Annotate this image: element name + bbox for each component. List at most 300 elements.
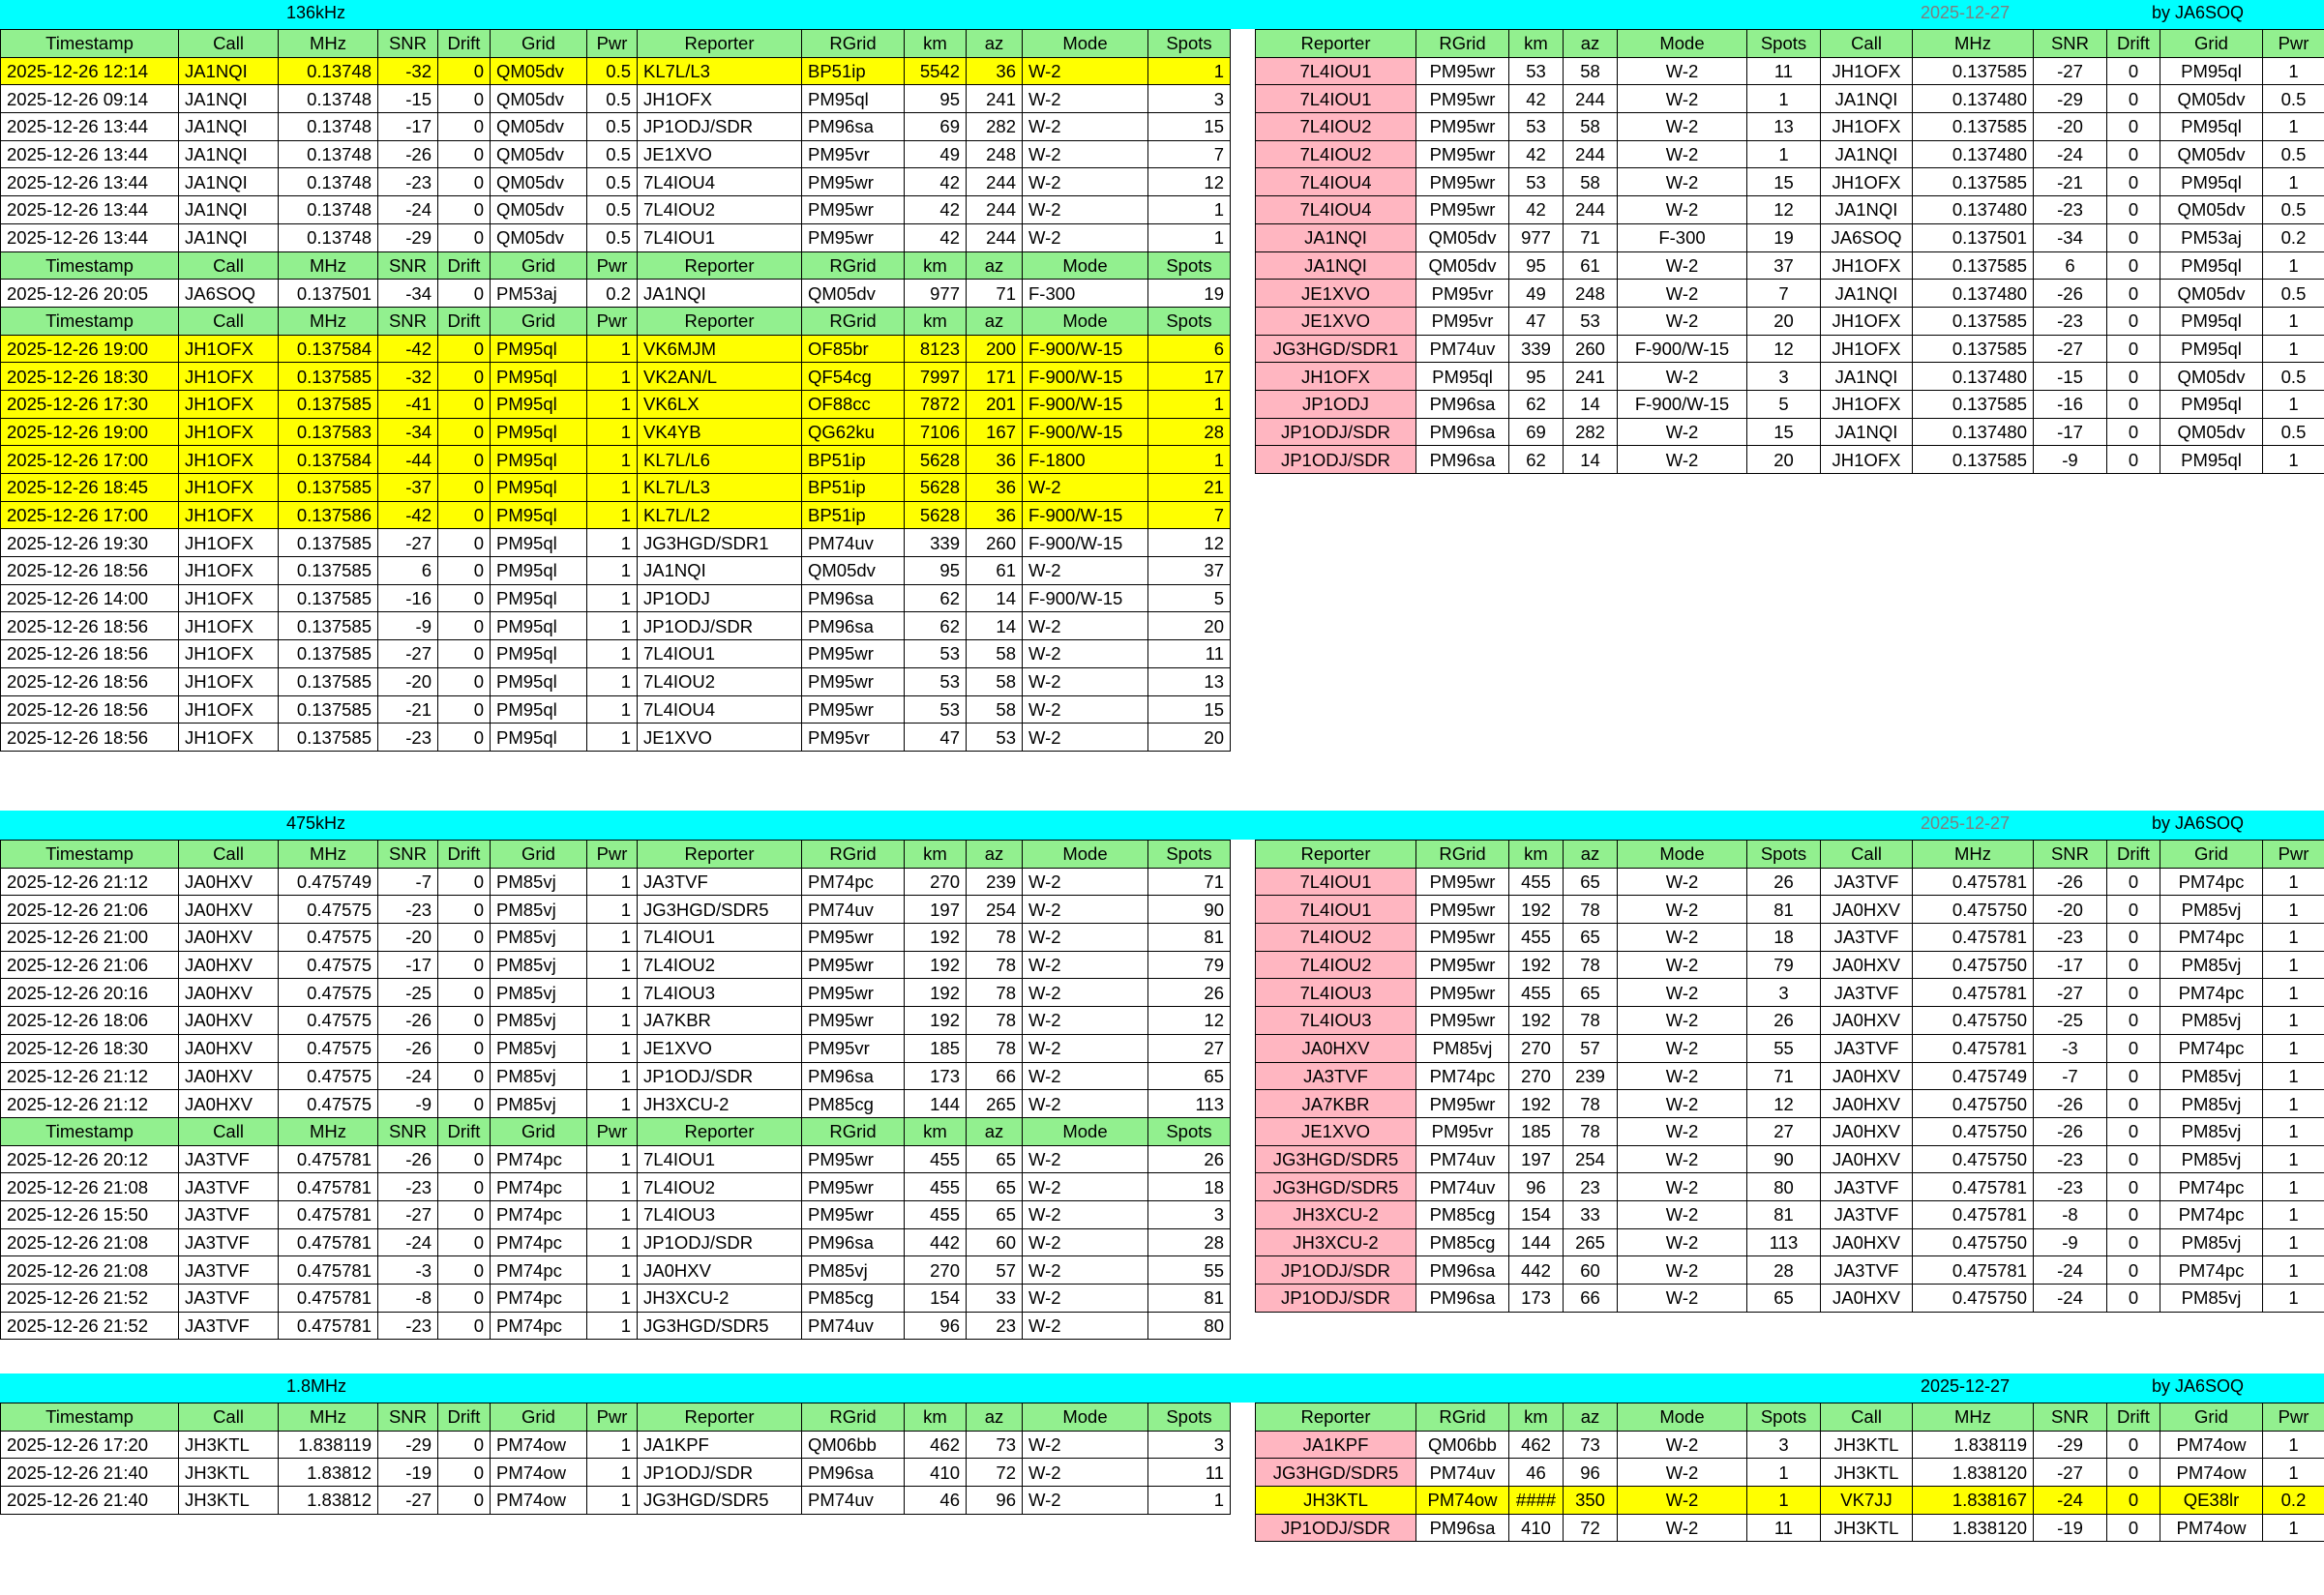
- table-cell: 0.475781: [1913, 1173, 2034, 1201]
- column-header: Timestamp: [1, 251, 179, 280]
- table-cell: JH3KTL: [179, 1431, 279, 1459]
- table-cell: PM85vj: [491, 1034, 587, 1062]
- table-cell: 0: [2107, 57, 2160, 85]
- table-cell: JH1OFX: [179, 584, 279, 612]
- table-cell: F-900/W-15: [1023, 501, 1148, 529]
- table-row: [1, 1256, 1231, 1285]
- table-cell: 2025-12-26 20:16: [1, 979, 179, 1007]
- column-header: Drift: [2107, 1403, 2160, 1432]
- table-cell: 0.137480: [1913, 418, 2034, 446]
- table-cell: W-2: [1618, 1285, 1747, 1313]
- table-cell: JA3TVF: [1821, 1173, 1913, 1201]
- table-cell: W-2: [1023, 1459, 1148, 1487]
- column-header: km: [1509, 841, 1564, 869]
- table-cell: 0.475750: [1913, 1007, 2034, 1035]
- table-cell: 0: [438, 335, 491, 363]
- table-cell: 0.137585: [279, 612, 378, 640]
- column-header: Drift: [438, 251, 491, 280]
- column-header: Drift: [438, 841, 491, 869]
- table-cell: 0.137585: [279, 529, 378, 557]
- table-cell: 0: [2107, 1285, 2160, 1313]
- table-cell: 58: [1564, 168, 1618, 196]
- table-cell: JA0HXV: [1821, 951, 1913, 979]
- table-cell: 977: [905, 280, 967, 308]
- table-cell: 1.83812: [279, 1487, 378, 1515]
- header-row: [1256, 30, 2324, 58]
- table-cell: QM05dv: [802, 557, 905, 585]
- table-cell: JA0HXV: [1821, 896, 1913, 924]
- table-cell: 0: [438, 85, 491, 113]
- column-header: SNR: [378, 307, 438, 335]
- table-cell: 5628: [905, 474, 967, 502]
- column-header: Reporter: [1256, 30, 1416, 58]
- column-header: Spots: [1747, 841, 1821, 869]
- table-cell: -27: [378, 1487, 438, 1515]
- table-cell: 0.5: [587, 196, 638, 224]
- table-cell: 15: [1747, 418, 1821, 446]
- table-cell: JH3KTL: [1821, 1459, 1913, 1487]
- table-cell: JP1ODJ/SDR: [1256, 1285, 1416, 1313]
- table-cell: 339: [905, 529, 967, 557]
- column-header: Call: [179, 307, 279, 335]
- table-row: [1, 529, 1231, 557]
- table-row: [1, 1431, 1231, 1459]
- table-cell: 0: [2107, 1487, 2160, 1515]
- table-cell: PM95ql: [2160, 390, 2263, 418]
- spots-table-1-8mhz: [0, 1403, 1231, 1515]
- table-cell: F-900/W-15: [1023, 418, 1148, 446]
- table-cell: 26: [1148, 1145, 1231, 1173]
- table-cell: 0.137585: [279, 363, 378, 391]
- table-cell: 79: [1747, 951, 1821, 979]
- table-cell: 0.13748: [279, 113, 378, 141]
- header-row: [1, 841, 1231, 869]
- table-cell: 0.47575: [279, 896, 378, 924]
- table-cell: 1: [2263, 57, 2324, 85]
- table-cell: KL7L/L3: [638, 474, 802, 502]
- table-cell: F-900/W-15: [1023, 335, 1148, 363]
- table-cell: 58: [1564, 113, 1618, 141]
- band-bar-1-8mhz: [0, 1373, 2324, 1403]
- table-cell: 0.475781: [279, 1256, 378, 1285]
- table-cell: PM95ql: [491, 474, 587, 502]
- table-cell: 1: [587, 1034, 638, 1062]
- table-cell: 241: [967, 85, 1023, 113]
- table-row: [1256, 418, 2324, 446]
- table-cell: 0: [2107, 335, 2160, 363]
- table-cell: VK4YB: [638, 418, 802, 446]
- table-cell: -7: [378, 868, 438, 896]
- column-header: Pwr: [2263, 841, 2324, 869]
- table-cell: 2025-12-26 18:06: [1, 1007, 179, 1035]
- table-cell: JP1ODJ/SDR: [638, 1062, 802, 1090]
- table-cell: JG3HGD/SDR5: [1256, 1459, 1416, 1487]
- table-cell: -26: [378, 1145, 438, 1173]
- table-cell: JH1OFX: [1821, 168, 1913, 196]
- table-cell: 1: [2263, 1007, 2324, 1035]
- table-cell: 1: [1747, 1487, 1821, 1515]
- table-cell: 0.5: [2263, 140, 2324, 168]
- table-cell: JH3XCU-2: [638, 1090, 802, 1118]
- table-cell: OF85br: [802, 335, 905, 363]
- table-cell: -19: [2034, 1514, 2107, 1542]
- table-cell: 2025-12-26 18:56: [1, 695, 179, 724]
- column-header: MHz: [279, 841, 378, 869]
- table-cell: QM05dv: [2160, 196, 2263, 224]
- table-cell: JA1NQI: [1821, 196, 1913, 224]
- column-header: Reporter: [638, 307, 802, 335]
- column-header: Reporter: [638, 251, 802, 280]
- column-header: MHz: [1913, 841, 2034, 869]
- table-cell: 3: [1747, 1431, 1821, 1459]
- table-cell: 0.2: [2263, 223, 2324, 251]
- table-cell: BP51ip: [802, 474, 905, 502]
- table-cell: PM95wr: [802, 196, 905, 224]
- table-row: [1256, 951, 2324, 979]
- table-cell: 13: [1747, 113, 1821, 141]
- table-cell: PM95ql: [491, 557, 587, 585]
- table-cell: PM74uv: [1416, 335, 1509, 363]
- table-cell: PM85vj: [491, 951, 587, 979]
- column-header: km: [905, 251, 967, 280]
- table-cell: 0.5: [587, 223, 638, 251]
- table-cell: 1: [2263, 1145, 2324, 1173]
- table-row: [1, 868, 1231, 896]
- table-cell: PM95ql: [2160, 113, 2263, 141]
- table-cell: 7L4IOU4: [638, 168, 802, 196]
- table-cell: 0: [438, 640, 491, 668]
- table-cell: 0.475781: [279, 1285, 378, 1313]
- table-cell: W-2: [1618, 1459, 1747, 1487]
- table-cell: JG3HGD/SDR5: [1256, 1173, 1416, 1201]
- table-cell: 113: [1148, 1090, 1231, 1118]
- table-cell: 0: [2107, 446, 2160, 474]
- table-cell: 0.13748: [279, 85, 378, 113]
- table-cell: 1: [2263, 1228, 2324, 1256]
- table-cell: PM95wr: [1416, 196, 1509, 224]
- table-cell: 0.5: [2263, 196, 2324, 224]
- table-cell: 0: [438, 724, 491, 752]
- table-cell: 21: [1148, 474, 1231, 502]
- table-cell: W-2: [1023, 557, 1148, 585]
- table-cell: PM74pc: [491, 1285, 587, 1313]
- table-cell: PM85cg: [1416, 1228, 1509, 1256]
- table-cell: -20: [2034, 896, 2107, 924]
- table-cell: 15: [1747, 168, 1821, 196]
- table-row: [1256, 307, 2324, 335]
- table-cell: W-2: [1618, 1062, 1747, 1090]
- table-cell: 0.137480: [1913, 140, 2034, 168]
- table-cell: F-900/W-15: [1023, 363, 1148, 391]
- table-cell: 65: [1564, 868, 1618, 896]
- table-cell: 0.137585: [279, 640, 378, 668]
- table-row: [1, 85, 1231, 113]
- table-cell: QE38lr: [2160, 1487, 2263, 1515]
- table-cell: 0: [438, 57, 491, 85]
- table-cell: JE1XVO: [1256, 280, 1416, 308]
- table-cell: 1: [587, 390, 638, 418]
- table-cell: 462: [905, 1431, 967, 1459]
- table-row: [1256, 1431, 2324, 1459]
- table-cell: W-2: [1023, 196, 1148, 224]
- table-cell: JP1ODJ/SDR: [1256, 1256, 1416, 1285]
- table-cell: 1: [2263, 1173, 2324, 1201]
- table-cell: JA0HXV: [179, 1007, 279, 1035]
- table-cell: 1: [587, 1062, 638, 1090]
- table-row: [1256, 1285, 2324, 1313]
- table-cell: PM85vj: [2160, 1285, 2263, 1313]
- table-cell: JE1XVO: [638, 140, 802, 168]
- column-header: Grid: [2160, 841, 2263, 869]
- table-cell: PM74uv: [802, 896, 905, 924]
- table-cell: 7L4IOU4: [638, 695, 802, 724]
- table-cell: 7L4IOU3: [1256, 979, 1416, 1007]
- table-cell: JA1NQI: [179, 57, 279, 85]
- table-cell: 62: [905, 584, 967, 612]
- table-cell: 0: [438, 1200, 491, 1228]
- table-cell: -23: [378, 896, 438, 924]
- table-cell: JG3HGD/SDR1: [638, 529, 802, 557]
- table-cell: PM85vj: [1416, 1034, 1509, 1062]
- table-row: [1, 363, 1231, 391]
- table-cell: 42: [1509, 196, 1564, 224]
- table-cell: 28: [1148, 1228, 1231, 1256]
- table-cell: 0.47575: [279, 1090, 378, 1118]
- table-cell: JA3TVF: [179, 1145, 279, 1173]
- table-cell: JA1NQI: [638, 280, 802, 308]
- table-cell: 0.47575: [279, 924, 378, 952]
- column-header: SNR: [2034, 1403, 2107, 1432]
- table-cell: 0: [2107, 168, 2160, 196]
- table-cell: JA0HXV: [179, 868, 279, 896]
- table-cell: 2025-12-26 21:40: [1, 1459, 179, 1487]
- table-cell: JA1NQI: [179, 85, 279, 113]
- table-cell: 26: [1747, 1007, 1821, 1035]
- column-header: Grid: [491, 30, 587, 58]
- table-row: [1, 924, 1231, 952]
- table-cell: PM74pc: [2160, 979, 2263, 1007]
- table-cell: JA0HXV: [179, 896, 279, 924]
- table-cell: PM53aj: [2160, 223, 2263, 251]
- table-cell: 0.137585: [1913, 57, 2034, 85]
- table-cell: 0: [438, 1173, 491, 1201]
- column-header: SNR: [378, 251, 438, 280]
- table-cell: 0: [438, 868, 491, 896]
- table-cell: -8: [378, 1285, 438, 1313]
- column-header: MHz: [279, 30, 378, 58]
- table-cell: 0.137583: [279, 418, 378, 446]
- table-cell: 0.475750: [1913, 1228, 2034, 1256]
- table-cell: PM95wr: [802, 924, 905, 952]
- table-cell: 1: [587, 1487, 638, 1515]
- table-cell: PM95ql: [2160, 168, 2263, 196]
- column-header: az: [1564, 1403, 1618, 1432]
- table-cell: 192: [905, 951, 967, 979]
- table-cell: W-2: [1023, 1062, 1148, 1090]
- table-cell: 1: [2263, 868, 2324, 896]
- table-cell: -25: [2034, 1007, 2107, 1035]
- table-cell: 1: [587, 529, 638, 557]
- table-cell: 95: [1509, 363, 1564, 391]
- table-cell: 1: [2263, 335, 2324, 363]
- table-cell: 58: [967, 640, 1023, 668]
- table-cell: PM95ql: [491, 695, 587, 724]
- table-cell: 455: [1509, 924, 1564, 952]
- table-cell: KL7L/L3: [638, 57, 802, 85]
- table-cell: PM95wr: [802, 1173, 905, 1201]
- table-cell: 8123: [905, 335, 967, 363]
- table-cell: F-1800: [1023, 446, 1148, 474]
- table-cell: 7L4IOU1: [1256, 57, 1416, 85]
- table-cell: 2025-12-26 18:56: [1, 640, 179, 668]
- table-cell: 62: [1509, 446, 1564, 474]
- table-cell: 1.83812: [279, 1459, 378, 1487]
- column-header: SNR: [378, 1117, 438, 1145]
- table-cell: 270: [1509, 1062, 1564, 1090]
- table-row: [1256, 1062, 2324, 1090]
- table-cell: 7L4IOU1: [1256, 868, 1416, 896]
- table-cell: 254: [1564, 1145, 1618, 1173]
- column-header: km: [905, 841, 967, 869]
- table-cell: 7L4IOU2: [638, 951, 802, 979]
- table-cell: JP1ODJ: [1256, 390, 1416, 418]
- table-cell: 78: [1564, 1117, 1618, 1145]
- table-cell: 154: [905, 1285, 967, 1313]
- table-cell: 11: [1148, 1459, 1231, 1487]
- table-cell: -41: [378, 390, 438, 418]
- table-cell: JH3KTL: [179, 1487, 279, 1515]
- table-cell: 0.137585: [279, 557, 378, 585]
- table-cell: JH1OFX: [179, 446, 279, 474]
- table-cell: 1: [587, 1312, 638, 1340]
- column-header: Pwr: [587, 1117, 638, 1145]
- table-cell: JH1OFX: [179, 640, 279, 668]
- column-header: Grid: [491, 251, 587, 280]
- table-cell: JH1OFX: [179, 612, 279, 640]
- table-cell: 27: [1148, 1034, 1231, 1062]
- table-cell: JE1XVO: [638, 1034, 802, 1062]
- table-row: [1256, 113, 2324, 141]
- table-cell: 2025-12-26 18:56: [1, 612, 179, 640]
- table-cell: 1: [587, 1459, 638, 1487]
- table-cell: 57: [967, 1256, 1023, 1285]
- table-cell: JH1OFX: [179, 363, 279, 391]
- table-cell: 7L4IOU1: [638, 924, 802, 952]
- table-cell: W-2: [1618, 924, 1747, 952]
- table-cell: JA7KBR: [1256, 1090, 1416, 1118]
- table-cell: 7L4IOU3: [1256, 1007, 1416, 1035]
- table-cell: W-2: [1618, 1200, 1747, 1228]
- table-cell: 1: [2263, 390, 2324, 418]
- table-cell: 81: [1747, 1200, 1821, 1228]
- table-row: [1256, 1514, 2324, 1542]
- table-cell: 1: [587, 1200, 638, 1228]
- column-header: Mode: [1618, 841, 1747, 869]
- table-cell: 3: [1148, 1431, 1231, 1459]
- table-cell: JH3KTL: [1821, 1514, 1913, 1542]
- table-cell: 410: [905, 1459, 967, 1487]
- table-cell: PM74ow: [491, 1487, 587, 1515]
- table-cell: 0.137585: [1913, 335, 2034, 363]
- table-cell: 53: [967, 724, 1023, 752]
- table-cell: PM85vj: [2160, 1228, 2263, 1256]
- date-label: 2025-12-27: [1921, 3, 2011, 22]
- table-cell: 1.838120: [1913, 1514, 2034, 1542]
- table-cell: 1: [587, 924, 638, 952]
- table-cell: -20: [378, 667, 438, 695]
- table-cell: 192: [905, 924, 967, 952]
- table-cell: 90: [1148, 896, 1231, 924]
- table-cell: 0: [2107, 1228, 2160, 1256]
- table-cell: PM95ql: [491, 418, 587, 446]
- table-cell: PM95ql: [491, 584, 587, 612]
- table-cell: 61: [967, 557, 1023, 585]
- table-cell: 12: [1747, 196, 1821, 224]
- table-cell: -16: [2034, 390, 2107, 418]
- table-cell: PM95ql: [491, 390, 587, 418]
- table-cell: 96: [1564, 1459, 1618, 1487]
- by-label: by JA6SOQ: [2152, 1376, 2245, 1396]
- table-cell: 33: [1564, 1200, 1618, 1228]
- table-cell: JA0HXV: [1821, 1145, 1913, 1173]
- table-cell: W-2: [1618, 1228, 1747, 1256]
- table-cell: QM05dv: [2160, 140, 2263, 168]
- table-cell: 1: [587, 474, 638, 502]
- table-cell: PM96sa: [1416, 1285, 1509, 1313]
- table-cell: 197: [1509, 1145, 1564, 1173]
- table-cell: 0.137480: [1913, 85, 2034, 113]
- table-cell: -23: [2034, 196, 2107, 224]
- table-cell: -25: [378, 979, 438, 1007]
- table-cell: 113: [1747, 1228, 1821, 1256]
- column-header: Grid: [2160, 1403, 2263, 1432]
- table-cell: 0.47575: [279, 1007, 378, 1035]
- table-cell: 81: [1148, 924, 1231, 952]
- spots-table-475khz: [0, 840, 1231, 1340]
- column-header: Mode: [1023, 1117, 1148, 1145]
- table-cell: 53: [905, 640, 967, 668]
- table-cell: -32: [378, 57, 438, 85]
- table-cell: 20: [1148, 612, 1231, 640]
- column-header: Pwr: [587, 841, 638, 869]
- table-cell: QF54cg: [802, 363, 905, 391]
- table-cell: 2025-12-26 20:05: [1, 280, 179, 308]
- table-cell: -23: [378, 168, 438, 196]
- table-cell: 11: [1747, 57, 1821, 85]
- table-cell: W-2: [1618, 57, 1747, 85]
- table-cell: 455: [1509, 979, 1564, 1007]
- table-cell: PM96sa: [1416, 1256, 1509, 1285]
- table-cell: JH3XCU-2: [638, 1285, 802, 1313]
- column-header: Spots: [1747, 30, 1821, 58]
- band-label: 1.8MHz: [286, 1376, 347, 1396]
- table-cell: F-300: [1023, 280, 1148, 308]
- table-cell: 0: [438, 1145, 491, 1173]
- table-cell: QM06bb: [802, 1431, 905, 1459]
- table-cell: JG3HGD/SDR5: [638, 1312, 802, 1340]
- table-cell: PM95wr: [1416, 140, 1509, 168]
- table-row: [1256, 280, 2324, 308]
- table-cell: 1: [587, 868, 638, 896]
- table-cell: 23: [967, 1312, 1023, 1340]
- table-row: [1, 896, 1231, 924]
- table-cell: W-2: [1618, 1256, 1747, 1285]
- table-cell: 0: [438, 363, 491, 391]
- table-cell: 1: [2263, 251, 2324, 280]
- table-cell: 1: [587, 1090, 638, 1118]
- table-cell: 2025-12-26 13:44: [1, 168, 179, 196]
- table-cell: 192: [1509, 1007, 1564, 1035]
